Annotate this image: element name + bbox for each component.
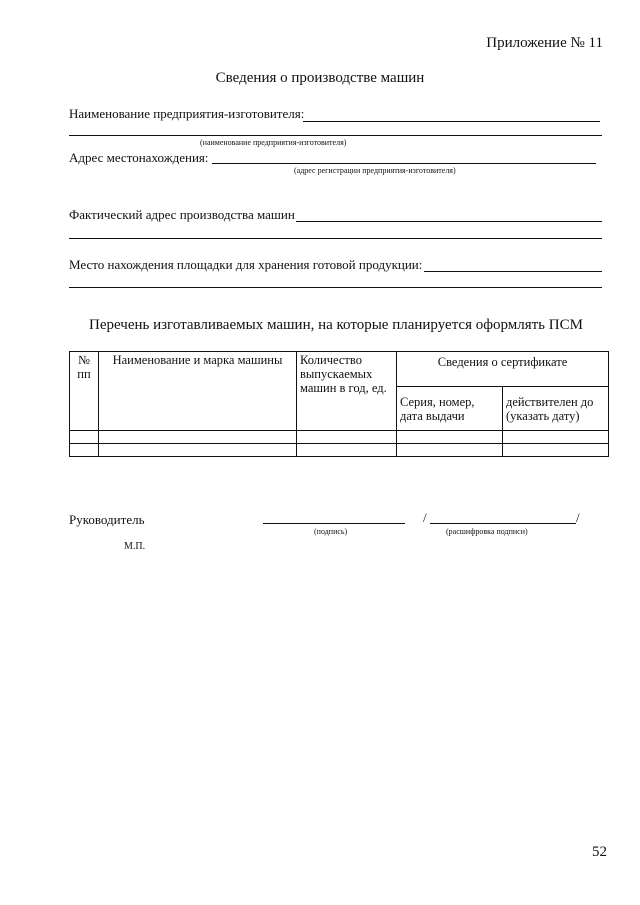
signature-field[interactable] (263, 523, 405, 524)
manufacturer-label: Наименование предприятия-изготовителя: (69, 106, 305, 121)
decode-slash-left: / (423, 510, 427, 525)
decode-caption: (расшифровка подписи) (446, 527, 528, 536)
manufacturer-field[interactable] (303, 121, 600, 122)
table-header-row (70, 352, 609, 387)
table-cell[interactable] (99, 431, 297, 444)
col-cert-series-header: Серия, номер, дата выдачи (397, 387, 503, 431)
address-label: Адрес местонахождения: (69, 150, 209, 165)
production-address-field-line2[interactable] (69, 238, 602, 239)
table-row (70, 444, 609, 457)
manufacturer-field-line2[interactable] (69, 135, 602, 136)
table-cell[interactable] (297, 431, 397, 444)
machines-table (69, 351, 609, 457)
col-name-header: Наименование и марка машины (99, 352, 297, 431)
table-cell[interactable] (397, 444, 503, 457)
manufacturer-caption: (наименование предприятия-изготовителя) (200, 138, 347, 147)
address-field[interactable] (212, 163, 596, 164)
decode-slash-right: / (576, 510, 580, 525)
table-row (70, 431, 609, 444)
head-label: Руководитель (69, 512, 145, 527)
stamp-label: М.П. (124, 541, 146, 552)
decode-field[interactable] (430, 523, 576, 524)
table-cell[interactable] (503, 444, 609, 457)
production-address-field[interactable] (296, 221, 602, 222)
table-cell[interactable] (99, 444, 297, 457)
production-address-label: Фактический адрес производства машин (69, 207, 295, 222)
table-cell[interactable] (297, 444, 397, 457)
table-cell[interactable] (70, 444, 99, 457)
col-qty-header: Количество выпускаемых машин в год, ед. (297, 352, 397, 431)
page-title: Сведения о производстве машин (215, 70, 425, 86)
appendix-label: Приложение № 11 (486, 35, 603, 51)
col-cert-header: Сведения о сертификате (397, 352, 609, 387)
address-caption: (адрес регистрации предприятия-изготовителя) (294, 166, 456, 175)
page-number: 52 (592, 844, 607, 860)
storage-field-line2[interactable] (69, 287, 602, 288)
storage-field[interactable] (424, 271, 602, 272)
table-cell[interactable] (503, 431, 609, 444)
list-title: Перечень изготавливаемых машин, на которые планируется оформлять ПСМ (89, 317, 583, 333)
col-cert-valid-header: действителен до (указать дату) (503, 387, 609, 431)
table-cell[interactable] (70, 431, 99, 444)
signature-caption: (подпись) (314, 527, 348, 536)
storage-label: Место нахождения площадки для хранения готовой продукции: (69, 257, 423, 272)
table-cell[interactable] (397, 431, 503, 444)
col-no-header: № пп (70, 352, 99, 431)
